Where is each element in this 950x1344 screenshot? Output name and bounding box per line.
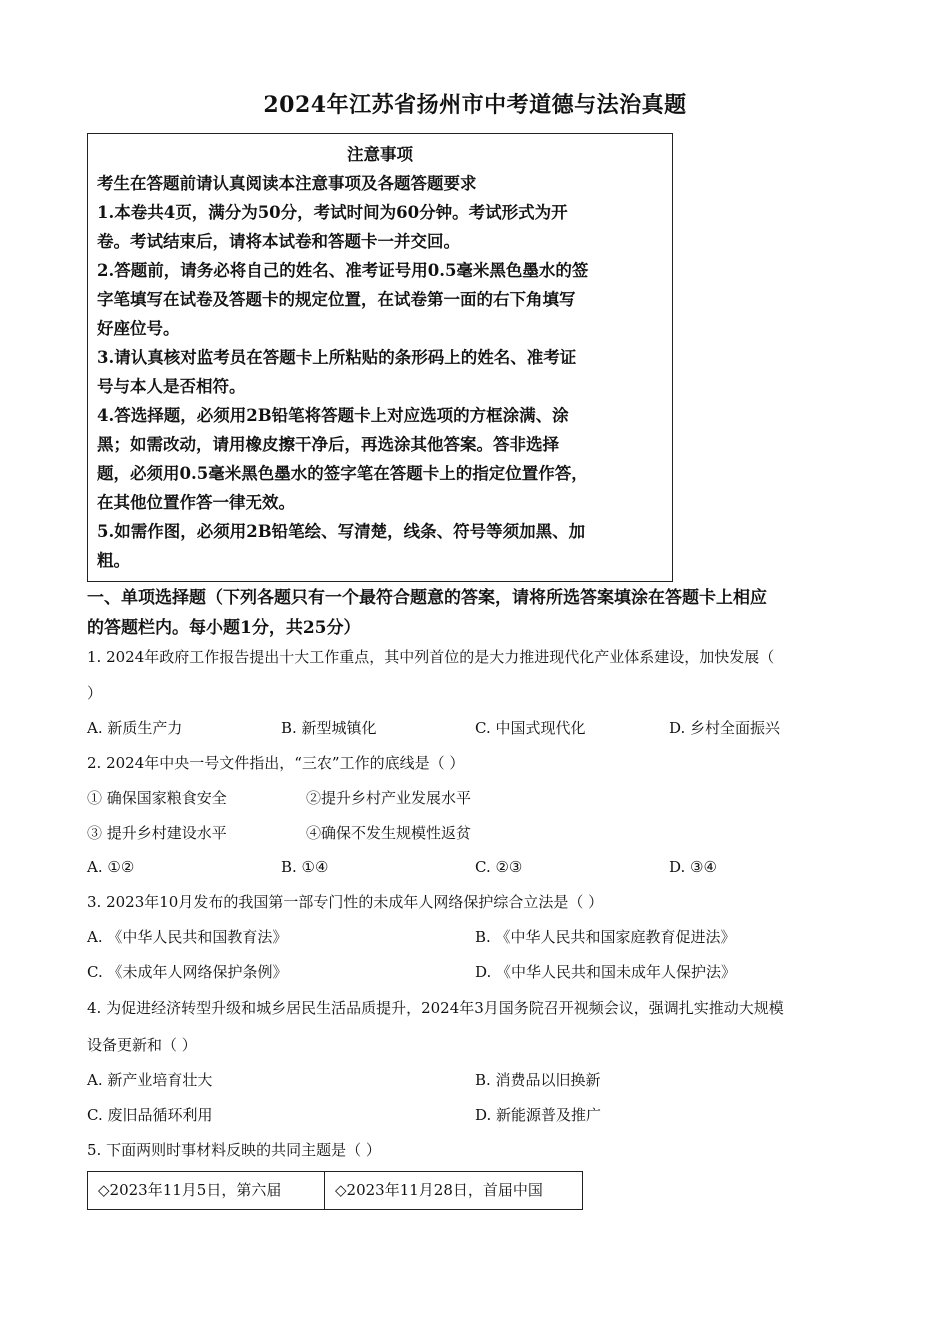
question-4-option-a: A. 新产业培育壮大 (87, 1071, 213, 1089)
notice-line: 在其他位置作答一律无效。 (97, 493, 295, 512)
question-5-stem: 5. 下面两则时事材料反映的共同主题是（ ） (87, 1141, 381, 1159)
question-2-item-2: ②提升乡村产业发展水平 (306, 789, 472, 807)
section-heading (87, 583, 867, 643)
question-2-item-1: ① 确保国家粮食安全 (87, 789, 227, 807)
notice-line: 2.答题前，请务必将自己的姓名、准考证号用0.5毫米黑色墨水的签 (97, 261, 589, 280)
notice-line: 好座位号。 (97, 319, 180, 338)
question-1-option-d: D. 乡村全面振兴 (669, 719, 781, 737)
section-heading-line: 一、单项选择题（下列各题只有一个最符合题意的答案，请将所选答案填涂在答题卡上相应 (87, 588, 767, 608)
question-2-option-a: A. ①② (87, 858, 135, 876)
notice-line: 粗。 (97, 551, 130, 570)
question-1-stem-end: ） (87, 684, 103, 702)
notice-line: 卷。考试结束后，请将本试卷和答题卡一并交回。 (97, 232, 460, 251)
question-3-stem: 3. 2023年10月发布的我国第一部专门性的未成年人网络保护综合立法是（ ） (87, 893, 604, 911)
notice-line: 号与本人是否相符。 (97, 377, 246, 396)
notice-line: 考生在答题前请认真阅读本注意事项及各题答题要求 (97, 174, 477, 193)
question-4-option-b: B. 消费品以旧换新 (475, 1071, 601, 1089)
page-title: 2024年江苏省扬州市中考道德与法治真题 (263, 92, 687, 118)
question-2-option-b: B. ①④ (281, 858, 329, 876)
notice-line: 4.答选择题，必须用2B铅笔将答题卡上对应选项的方框涂满、涂 (97, 406, 569, 425)
question-2-item-3: ③ 提升乡村建设水平 (87, 824, 227, 842)
material-cell-1: ◇2023年11月5日，第六届 (88, 1172, 325, 1209)
question-4-stem: 4. 为促进经济转型升级和城乡居民生活品质提升，2024年3月国务院召开视频会议，强调扎实推动大规模 (87, 999, 784, 1017)
question-3-option-b: B. 《中华人民共和国家庭教育促进法》 (475, 928, 736, 946)
question-3-option-d: D. 《中华人民共和国未成年人保护法》 (475, 963, 737, 981)
notice-line: 3.请认真核对监考员在答题卡上所粘贴的条形码上的姓名、准考证 (97, 348, 577, 367)
question-4-option-d: D. 新能源普及推广 (475, 1106, 602, 1124)
question-1-option-c: C. 中国式现代化 (475, 719, 586, 737)
notice-line: 1.本卷共4页，满分为50分，考试时间为60分钟。考试形式为开 (97, 203, 568, 222)
question-1-stem: 1. 2024年政府工作报告提出十大工作重点，其中列首位的是大力推进现代化产业体系建设，加快发展（ (87, 648, 775, 666)
question-4-option-c: C. 废旧品循环利用 (87, 1106, 213, 1124)
material-cell-2: ◇2023年11月28日，首届中国 (335, 1181, 543, 1199)
question-1-option-a: A. 新质生产力 (87, 719, 183, 737)
question-2-option-c: C. ②③ (475, 858, 523, 876)
question-2-option-d: D. ③④ (669, 858, 717, 876)
question-1-option-b: B. 新型城镇化 (281, 719, 377, 737)
notice-line: 题，必须用0.5毫米黑色墨水的签字笔在答题卡上的指定位置作答， (97, 464, 588, 483)
question-4-stem-end: 设备更新和（ ） (87, 1036, 197, 1054)
notice-heading: 注意事项 (347, 145, 413, 164)
notice-line: 字笔填写在试卷及答题卡的规定位置，在试卷第一面的右下角填写 (97, 290, 576, 309)
question-3-option-a: A. 《中华人民共和国教育法》 (87, 928, 288, 946)
notice-box (87, 133, 673, 582)
section-heading-line: 的答题栏内。每小题1分，共25分） (87, 618, 361, 638)
notice-line: 5.如需作图，必须用2B铅笔绘、写清楚，线条、符号等须加黑、加 (97, 522, 586, 541)
notice-line: 黑；如需改动，请用橡皮擦干净后，再选涂其他答案。答非选择 (97, 435, 559, 454)
question-3-option-c: C. 《未成年人网络保护条例》 (87, 963, 288, 981)
question-2-item-4: ④确保不发生规模性返贫 (306, 824, 472, 842)
question-5-material-table (87, 1171, 583, 1210)
question-2-stem: 2. 2024年中央一号文件指出，“三农”工作的底线是（ ） (87, 754, 465, 772)
